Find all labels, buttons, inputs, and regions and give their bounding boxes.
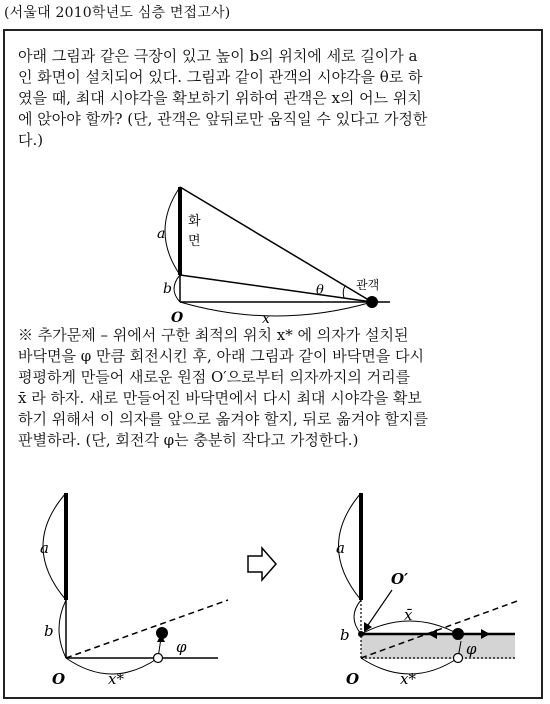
- right-phi-label: φ: [466, 640, 477, 658]
- right-figure: [336, 493, 520, 688]
- problem-line: 였을 때, 최대 시야각을 확보하기 위하여 관객은 x의 어느 위치: [18, 89, 422, 107]
- problem-line: 아래 그림과 같은 극장이 있고 높이 b의 위치에 세로 길이가 a: [18, 47, 418, 65]
- left-rotated-floor: [66, 600, 228, 658]
- xbar-label: x̄: [404, 606, 413, 624]
- extra-line: ※ 추가문제 – 위에서 구한 최적의 위치 x* 에 의자가 설치된: [18, 326, 409, 344]
- right-arrow-icon: [248, 548, 276, 580]
- extra-line: 평평하게 만들어 새로운 원점 O′으로부터 의자까지의 거리를: [18, 368, 411, 386]
- left-b-label: b: [44, 622, 54, 640]
- x-label: x: [262, 311, 270, 327]
- left-origin-label: O: [52, 670, 66, 688]
- extra-line: 바닥면을 φ 만큼 회전시킨 후, 아래 그림과 같이 바닥면을 다시: [18, 347, 424, 365]
- left-a-label: a: [40, 539, 49, 557]
- right-chair-dot: [452, 628, 464, 640]
- left-figure: [40, 493, 228, 688]
- right-xstar-label: x*: [400, 670, 416, 688]
- extra-line: x̄ 라 하자. 새로 만들어진 바닥면에서 다시 최대 시야각을 확보: [18, 389, 422, 407]
- extra-line: 판별하라. (단, 회전각 φ는 충분히 작다고 가정한다.): [18, 431, 359, 449]
- oprime-pointer: [366, 590, 392, 628]
- right-a-label: a: [336, 539, 345, 557]
- problem-line: 다.): [18, 131, 44, 149]
- left-xstar-label: x*: [108, 670, 124, 688]
- left-original-dot: [154, 654, 163, 663]
- left-b-arc: [59, 600, 66, 658]
- audience-label: 관객: [356, 278, 380, 292]
- a-label: a: [157, 226, 166, 242]
- right-origin-label: O: [346, 670, 360, 688]
- left-phi-label: φ: [176, 638, 187, 656]
- extra-line: 하기 위해서 이 의자를 앞으로 옮겨야 할지, 뒤로 옮겨야 할지를: [18, 410, 428, 428]
- oprime-label: O′: [391, 570, 409, 588]
- problem-line: 인 화면이 설치되어 있다. 그림과 같이 관객의 시야각을 θ로 하: [18, 68, 423, 86]
- right-floor-shade: [361, 634, 515, 659]
- source-caption: (서울대 2010학년도 심층 면접고사): [4, 5, 231, 21]
- oprime-dot: [358, 631, 364, 637]
- origin-label: O: [171, 310, 184, 326]
- problem-line: 에 앉아야 할까? (단, 관객은 앞뒤로만 움직일 수 있다고 가정한: [18, 110, 428, 128]
- right-b-arc: [354, 600, 361, 634]
- screen-label-2: 면: [188, 234, 201, 249]
- right-original-dot: [454, 654, 463, 663]
- theta-label: θ: [316, 283, 324, 298]
- left-chair-dot: [156, 627, 168, 639]
- b-label: b: [163, 281, 172, 297]
- screen-label-1: 화: [188, 214, 201, 229]
- right-b-label: b: [340, 626, 350, 644]
